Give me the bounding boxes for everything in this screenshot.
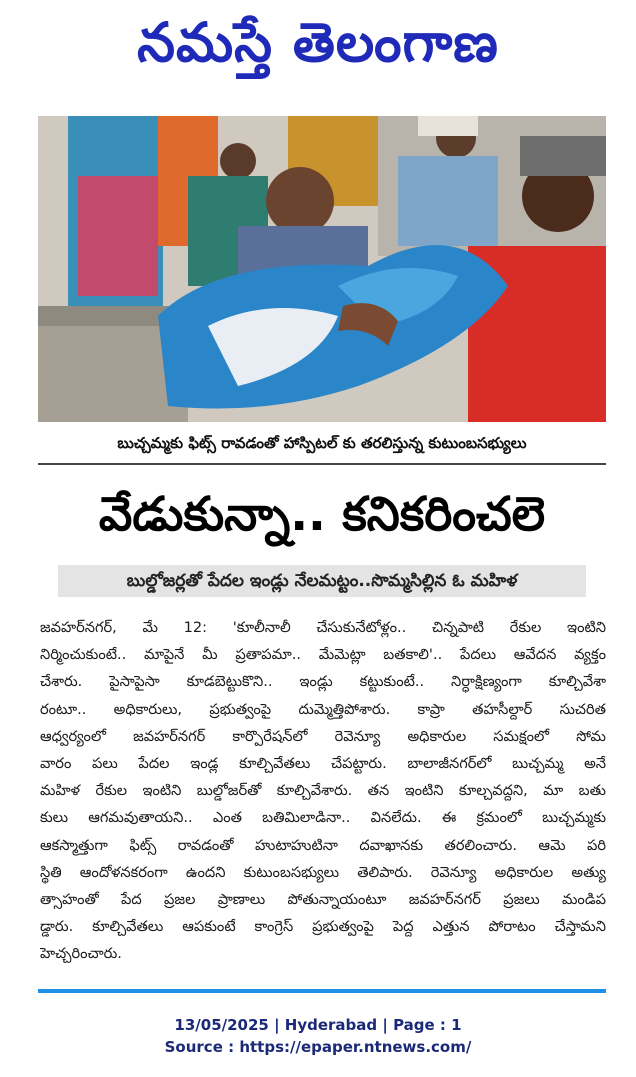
body-line: చేశారు. పైసాపైసా కూడబెట్టుకొని.. ఇండ్లు కట్టుకుంటే.. నిర్ధాక్షిణ్యంగా కూల్చివేశా [40,673,606,691]
body-line: డ్డారు. కూల్చివేతలు ఆపకుంటే కాంగ్రెస్ ప్రభుత్వంపై పెద్ద ఎత్తున పోరాటం చేస్తామని [40,918,606,936]
body-line: స్థితి ఆందోళనకరంగా ఉందని కుటుంబసభ్యులు తెలిపారు. రెవెన్యూ అధికారుల అత్యు [40,863,606,881]
headline: వేడుకున్నా.. కనికరించలె [98,487,546,542]
news-photo [38,116,606,422]
body-line: హెచ్చరించారు. [40,945,122,963]
body-line: కులు ఆగమవుతాయని.. ఎంత బతిమిలాడినా.. వినలేదు. ఈ క్రమంలో బుచ్చమ్మకు [40,809,606,827]
article-body [40,614,606,967]
footer-source: Source : https://epaper.ntnews.com/ [164,1038,472,1056]
masthead [0,4,636,82]
body-line: రంటూ.. అధికారులు, ప్రభుత్వంపై దుమ్మెత్తిపోశారు. కాప్రా తహసీల్దార్ సుచరిత [40,700,606,718]
news-photo-illustration [38,116,606,422]
body-line: నిర్మించుకుంటే.. మాపైనే మీ ప్రతాపమా.. మేమెట్లా బతకాలి'.. పేదలు ఆవేదన వ్యక్తం [40,646,606,664]
footer-divider [38,989,606,993]
body-line: వారం పలు పేదల ఇండ్ల కూల్చివేతలు చేపట్టారు. బాలాజీనగర్‌లో బుచ్చమ్మ అనే [40,754,606,772]
photo-caption: బుచ్చమ్మకు ఫిట్స్ రావడంతో హాస్పిటల్ కు తరలిస్తున్న కుటుంబసభ్యులు [117,434,527,452]
footer-date-edition: 13/05/2025 | Hyderabad | Page : 1 [174,1016,462,1034]
body-line: త్సాహంతో పేద ప్రజల ప్రాణాలు పోతున్నాయంటూ జవహర్‌నగర్ ప్రజలు మండిప [40,890,606,908]
divider [38,463,606,465]
newspaper-logo: నమస్తే తెలంగాణ [137,11,499,74]
body-line: ఆధ్వర్యంలో జవహర్‌నగర్ కార్పొరేషన్‌లో రెవెన్యూ అధికారుల సమక్షంలో సోమ [40,727,606,745]
body-line: జవహర్‌నగర్, మే 12: 'కూలీనాలీ చేసుకునేటోళ్లం.. చిన్నపాటి రేకుల ఇంటిని [40,619,606,636]
subheadline: బుల్డోజర్లతో పేదల ఇండ్లు నేలమట్టం..సొమ్మసిల్లిన ఓ మహిళ [126,571,518,591]
body-line: మహిళ రేకుల ఇంటిని బుల్డోజర్‌తో కూల్చివేశారు. తన ఇంటిని కూల్చవద్దని, మా బతు [40,782,606,800]
body-line: ఆకస్మాత్తుగా ఫిట్స్ రావడంతో హుటాహుటినా దవాఖానకు తరలించారు. ఆమె పరి [40,836,606,854]
